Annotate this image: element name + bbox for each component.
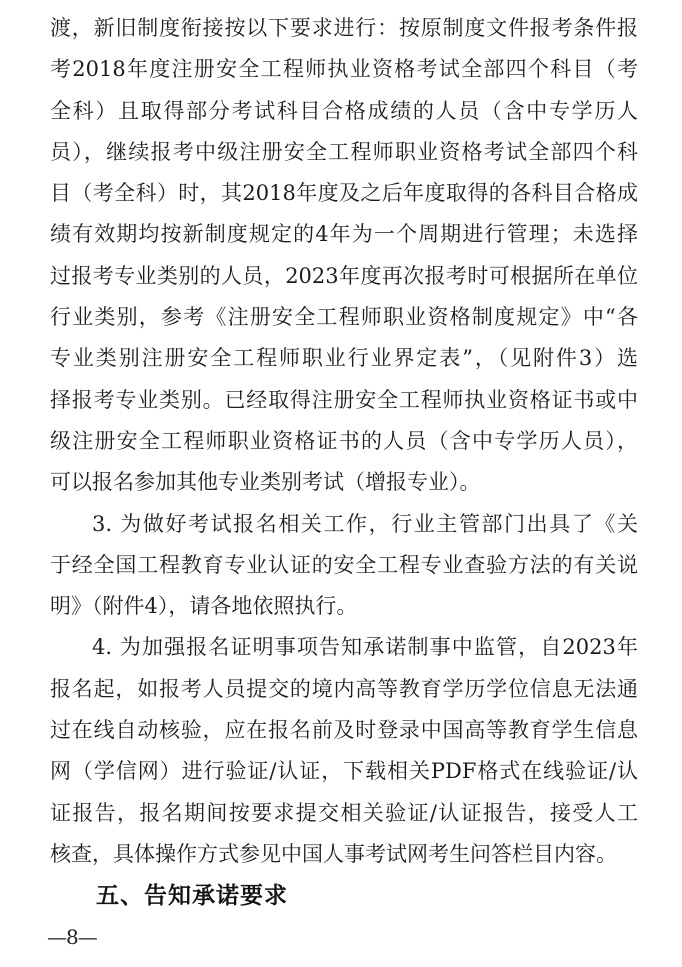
text-line: 3. 为做好考试报名相关工作，行业主管部门出具了《关 bbox=[92, 511, 638, 536]
para-transition-rules bbox=[50, 8, 638, 504]
text-line: 绩有效期均按新制度规定的4年为一个周期进行管理；未选择 bbox=[50, 222, 638, 247]
text-line: 专业类别注册安全工程师职业行业界定表”，（见附件3）选 bbox=[50, 346, 638, 371]
para-item-3 bbox=[50, 504, 638, 628]
text-line: 过在线自动核验，应在报名前及时登录中国高等教育学生信息 bbox=[50, 718, 638, 743]
section-heading: 五、告知承诺要求 bbox=[96, 882, 288, 909]
text-line: 过报考专业类别的人员，2023年度再次报考时可根据所在单位 bbox=[50, 263, 638, 288]
text-line: 于经全国工程教育专业认证的安全工程专业查验方法的有关说 bbox=[50, 552, 638, 577]
text-line: 核查，具体操作方式参见中国人事考试网考生问答栏目内容。 bbox=[50, 841, 617, 866]
document-body bbox=[50, 8, 638, 875]
text-line: 择报考专业类别。已经取得注册安全工程师执业资格证书或中 bbox=[50, 387, 638, 412]
text-line: 4. 为加强报名证明事项告知承诺制事中监管，自2023年 bbox=[92, 635, 638, 660]
text-line: 员），继续报考中级注册安全工程师职业资格考试全部四个科 bbox=[50, 139, 638, 164]
text-line: 目（考全科）时，其2018年度及之后年度取得的各科目合格成 bbox=[50, 181, 638, 206]
text-line: 考2018年度注册安全工程师执业资格考试全部四个科目（考 bbox=[50, 57, 638, 82]
text-line: 行业类别，参考《注册安全工程师职业资格制度规定》中“各 bbox=[50, 305, 638, 330]
text-line: 可以报名参加其他专业类别考试（增报专业）。 bbox=[50, 470, 481, 495]
para-item-4 bbox=[50, 627, 638, 875]
text-line: 全科）且取得部分考试科目合格成绩的人员（含中专学历人 bbox=[50, 98, 638, 123]
text-line: 明》（附件4），请各地依照执行。 bbox=[50, 594, 358, 619]
text-line: 报名起，如报考人员提交的境内高等教育学历学位信息无法通 bbox=[50, 676, 638, 701]
text-line: 级注册安全工程师职业资格证书的人员（含中专学历人员）， bbox=[50, 428, 638, 453]
text-line: 网（学信网）进行验证/认证，下载相关PDF格式在线验证/认 bbox=[50, 759, 638, 784]
page-number: —8— bbox=[47, 924, 97, 949]
text-line: 渡，新旧制度衔接按以下要求进行：按原制度文件报考条件报 bbox=[50, 16, 638, 40]
text-line: 证报告，报名期间按要求提交相关验证/认证报告，接受人工 bbox=[50, 800, 638, 825]
